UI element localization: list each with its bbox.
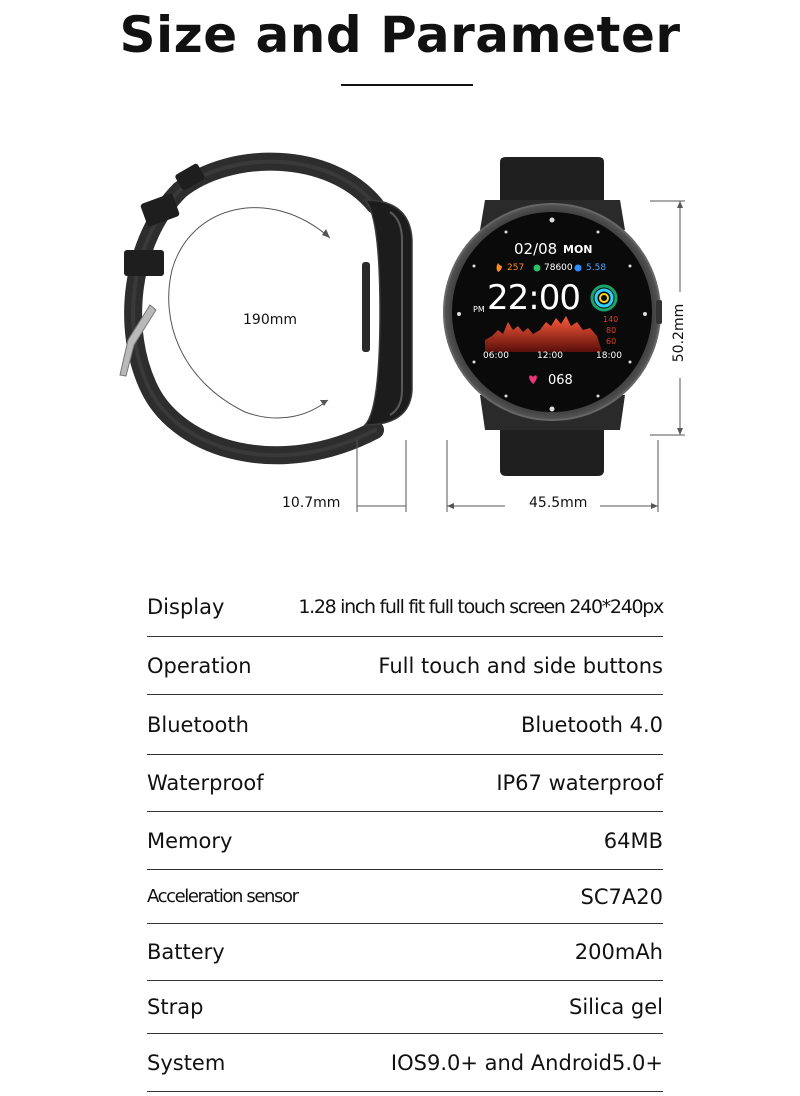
spec-label: Battery <box>147 940 225 964</box>
page-title: Size and Parameter <box>119 6 681 64</box>
spec-row-display <box>147 578 663 637</box>
watch-hr-scale-high: 140 <box>603 315 619 324</box>
spec-value: 200mAh <box>574 940 663 964</box>
spec-value: SC7A20 <box>580 884 663 909</box>
watch-hr-scale-mid: 80 <box>606 326 617 335</box>
spec-value: Silica gel <box>568 995 663 1019</box>
spec-row-waterproof <box>147 755 663 812</box>
spec-label: Acceleration sensor <box>147 886 298 907</box>
location-icon <box>575 265 582 272</box>
thickness-label: 10.7mm <box>282 495 341 511</box>
spec-label: Operation <box>147 653 252 678</box>
watch-heart-rate: 068 <box>548 373 573 388</box>
spec-value: Full touch and side buttons <box>378 653 663 678</box>
watch-time-tick-2: 12:00 <box>537 351 563 361</box>
spec-label: System <box>147 1050 226 1075</box>
spec-value: 1.28 inch full fit full touch screen 240*240px <box>298 596 663 618</box>
spec-label: Bluetooth <box>147 712 249 737</box>
spec-label: Memory <box>147 828 233 853</box>
spec-table <box>147 578 663 1092</box>
spec-row-memory <box>147 812 663 870</box>
width-label: 45.5mm <box>529 495 588 511</box>
spec-row-strap <box>147 981 663 1034</box>
side-view-watch <box>120 162 412 456</box>
spec-row-acceleration-sensor <box>147 870 663 924</box>
watch-time-tick-3: 18:00 <box>596 351 622 361</box>
spec-row-operation <box>147 637 663 695</box>
spec-label: Display <box>147 595 225 619</box>
watch-hr-scale-low: 60 <box>606 337 617 346</box>
watch-time-tick-1: 06:00 <box>483 351 509 361</box>
watch-date: 02/08 <box>514 240 558 258</box>
strap-length-label: 190mm <box>243 312 297 328</box>
spec-label: Strap <box>147 995 204 1019</box>
spec-value: IP67 waterproof <box>496 771 663 795</box>
watch-steps: 78600 <box>544 263 573 273</box>
product-dimension-figure <box>0 140 800 530</box>
watch-meridiem: PM <box>473 305 485 314</box>
height-label: 50.2mm <box>671 303 688 363</box>
spec-row-system <box>147 1034 663 1092</box>
watch-weekday: MON <box>563 243 593 256</box>
spec-label: Waterproof <box>147 771 264 795</box>
watch-calories: 257 <box>507 263 525 273</box>
title-underline <box>341 84 473 86</box>
spec-value: 64MB <box>603 828 663 853</box>
steps-icon <box>534 265 541 272</box>
spec-value: Bluetooth 4.0 <box>520 712 663 737</box>
watch-time: 22:00 <box>487 278 580 318</box>
spec-value: IOS9.0+ and Android5.0+ <box>390 1050 663 1075</box>
spec-row-bluetooth <box>147 695 663 755</box>
spec-row-battery <box>147 924 663 981</box>
watch-distance: 5.58 <box>586 263 607 273</box>
